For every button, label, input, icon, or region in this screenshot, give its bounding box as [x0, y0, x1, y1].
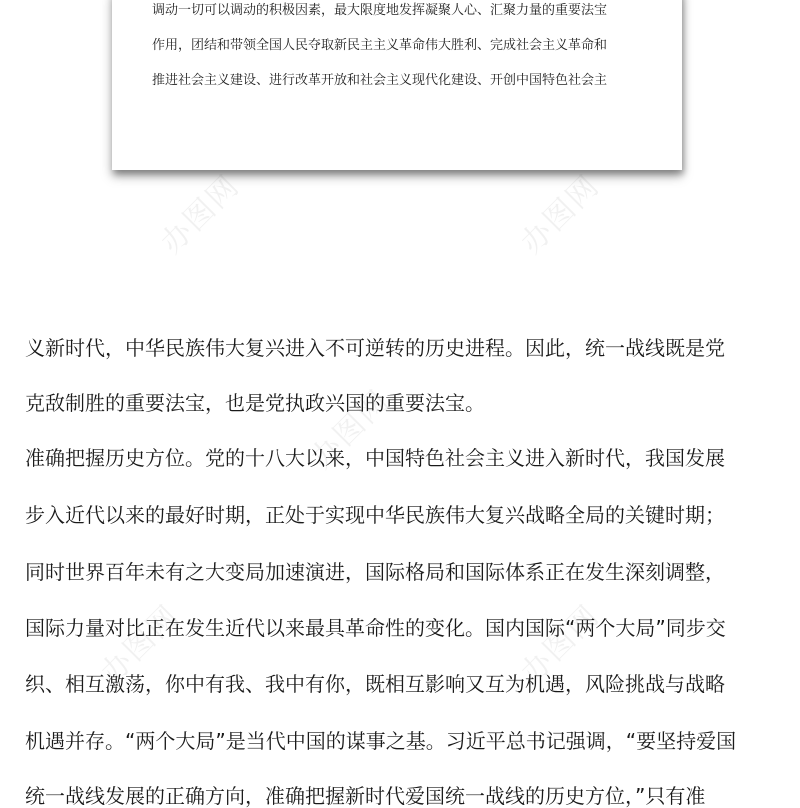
body-line: 步入近代以来的最好时期，正处于实现中华民族伟大复兴战略全局的关键时期； — [25, 503, 725, 527]
body-line: 义新时代，中华民族伟大复兴进入不可逆转的历史进程。因此，统一战线既是党 — [25, 336, 725, 360]
body-line: 国际力量对比正在发生近代以来最具革命性的变化。国内国际“两个大局”同步交 — [25, 616, 726, 640]
watermark: 办图网 — [304, 383, 397, 476]
body-line: 机遇并存。“两个大局”是当代中国的谋事之基。习近平总书记强调，“要坚持爱国 — [25, 729, 737, 753]
card-line: 调动一切可以调动的积极因素，最大限度地发挥凝聚人心、汇聚力量的重要法宝 — [152, 3, 608, 18]
body-line: 同时世界百年未有之大变局加速演进，国际格局和国际体系正在发生深刻调整， — [25, 560, 725, 584]
watermark: 办图网 — [154, 168, 247, 261]
body-line: 统一战线发展的正确方向，准确把握新时代爱国统一战线的历史方位，”只有准 — [25, 784, 706, 808]
body-line: 织、相互激荡，你中有我、我中有你，既相互影响又互为机遇，风险挑战与战略 — [25, 672, 725, 696]
watermark: 办图网 — [94, 598, 187, 691]
card-line: 作用，团结和带领全国人民夺取新民主主义革命伟大胜利、完成社会主义革命和 — [152, 38, 608, 53]
card-line: 推进社会主义建设、进行改革开放和社会主义现代化建设、开创中国特色社会主 — [152, 73, 608, 88]
watermark: 办图网 — [514, 168, 607, 261]
body-line: 准确把握历史方位。党的十八大以来，中国特色社会主义进入新时代，我国发展 — [25, 446, 725, 470]
watermark: 办图网 — [514, 598, 607, 691]
quote-card — [112, 0, 682, 170]
body-line: 克敌制胜的重要法宝，也是党执政兴国的重要法宝。 — [25, 391, 485, 415]
